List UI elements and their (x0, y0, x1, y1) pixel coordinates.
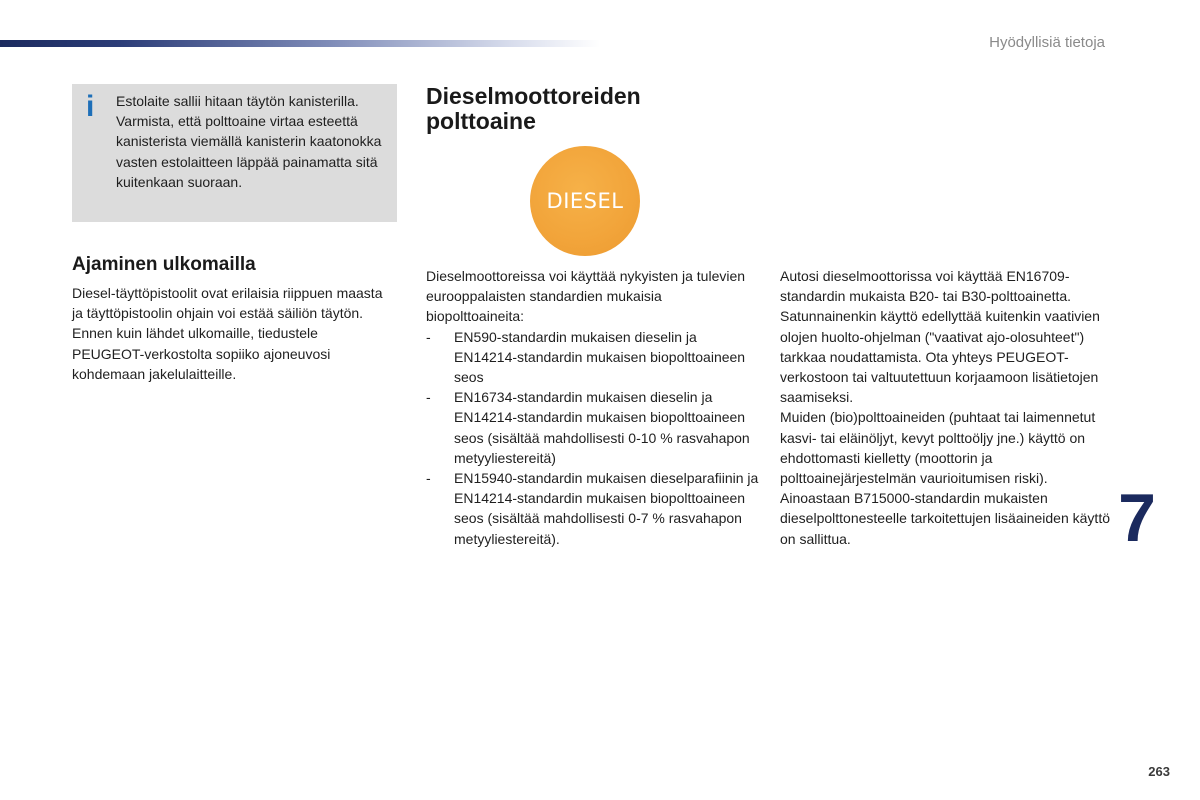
diesel-badge-icon (530, 146, 640, 256)
right-paragraph-1: Autosi dieselmoottorissa voi käyttää EN16709-standardin mukaista B20- tai B30-polttoainetta. Satunnainenkin käyttö edellyttää kuitenkin vaativien olojen huolto-ohjelman ("vaativat ajo-olosuhteet") tarkkaa noudattamista. Ota yhteys PEUGEOT-verkostoon tai valtuutettuun korjaamoon lisätietojen saamiseksi. (780, 268, 1100, 406)
dash-bullet: - (426, 389, 431, 406)
page-number: 263 (1148, 764, 1170, 779)
header-gradient-bar (0, 40, 600, 47)
diesel-column-right (780, 266, 1115, 549)
abroad-heading: Ajaminen ulkomailla (72, 254, 256, 275)
diesel-intro: Dieselmoottoreissa voi käyttää nykyisten ja tulevien eurooppalaisten standardien mukaisia biopolttoaineita: (426, 268, 746, 325)
diesel-fuel-heading: Dieselmoottoreiden polttoaine (426, 83, 641, 134)
right-paragraph-3: Ainoastaan B715000-standardin mukaisten dieselpolttonesteelle tarkoitettujen lisäaineiden käyttö on sallittua. (780, 490, 1110, 547)
list-item (426, 327, 761, 388)
list-item (426, 468, 761, 549)
info-icon: i (86, 90, 95, 123)
abroad-paragraph-1: Diesel-täyttöpistoolit ovat erilaisia riippuen maasta ja täyttöpistoolin ohjain voi estää säiliön täytön. (72, 285, 383, 322)
list-item-text: EN16734-standardin mukaisen dieselin ja EN14214-standardin mukaisen biopolttoaineen seos (sisältää mahdollisesti 0-10 % rasvahapon metyyliestereitä) (454, 389, 750, 466)
list-item-text: EN15940-standardin mukaisen dieselparafiinin ja EN14214-standardin mukaisen biopolttoaineen seos (sisältää mahdollisesti 0-7 % rasvahapon metyyliestereitä). (454, 470, 759, 547)
abroad-paragraph-2: Ennen kuin lähdet ulkomaille, tiedustele PEUGEOT-verkostolta sopiiko ajoneuvosi kohdemaan jakelulaitteille. (72, 325, 331, 382)
right-paragraph-2: Muiden (bio)polttoaineiden (puhtaat tai laimennetut kasvi- tai eläinöljyt, kevyt polttoöljy jne.) käyttö on ehdottomasti kielletty (moottorin ja polttoainejärjestelmän vaurioitumisen riski). (780, 409, 1096, 487)
info-box (72, 84, 397, 222)
section-title: Hyödyllisiä tietoja (989, 34, 1105, 51)
list-item (426, 387, 761, 468)
list-item-text: EN590-standardin mukaisen dieselin ja EN14214-standardin mukaisen biopolttoaineen seos (454, 328, 746, 386)
info-box-text: Estolaite sallii hitaan täytön kanisterilla. Varmista, että polttoaine virtaa esteettä kanisterista viemällä kanisterin kaatonokka vasten estolaitteen läppää painamatta sitä kuitenkaan suoraan. (116, 93, 382, 190)
dash-bullet: - (426, 470, 431, 487)
abroad-text (72, 283, 392, 384)
biofuel-list (426, 327, 761, 549)
diesel-badge-label: DIESEL (546, 189, 624, 213)
chapter-number: 7 (1118, 480, 1156, 556)
dash-bullet: - (426, 328, 431, 345)
diesel-column-left (426, 266, 761, 549)
